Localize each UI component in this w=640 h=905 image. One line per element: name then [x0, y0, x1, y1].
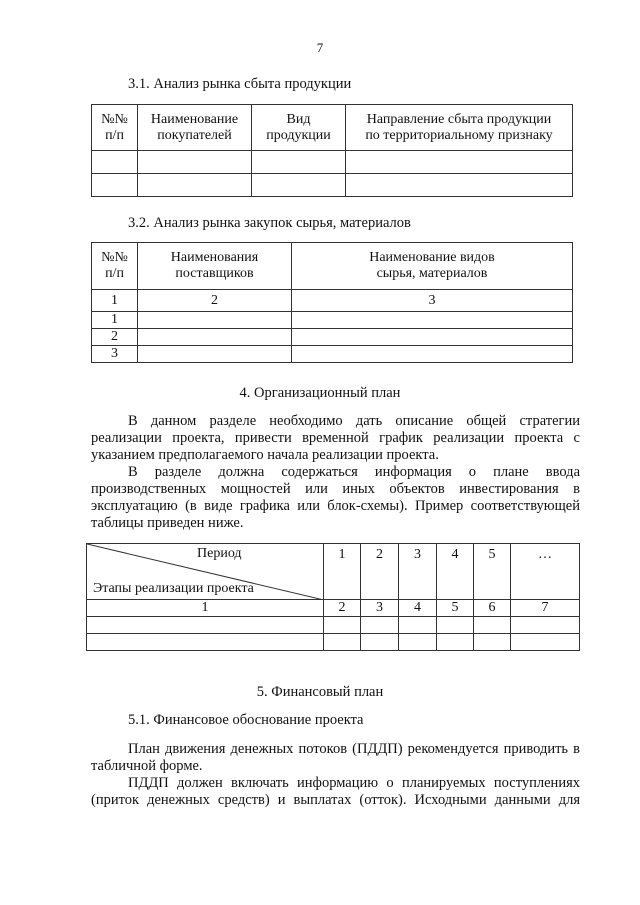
- diagonal-header-cell: [87, 544, 324, 600]
- table-row: [87, 634, 580, 651]
- numbering-row: 1 2 3 4 5 6 7: [87, 600, 580, 617]
- header-cell-number: №№ п/п: [92, 105, 138, 151]
- table-row: 3: [92, 346, 573, 363]
- period-cell: 2: [361, 544, 399, 600]
- section-4-title: 4. Организационный план: [239, 385, 401, 401]
- section-5-1-title: 5.1. Финансовое обоснование проекта: [128, 712, 364, 728]
- org-plan-text: [91, 413, 580, 532]
- table-row: [92, 151, 573, 174]
- period-cell: 1: [324, 544, 361, 600]
- header-cell-buyers: Наименование покупателей: [138, 105, 252, 151]
- paragraph: ПДДП должен включать информацию о планируемых поступлениях (приток денежных средств) и выплатах (отток). Исходными данными для: [91, 775, 580, 808]
- period-cell: 4: [437, 544, 474, 600]
- header-cell-suppliers: Наименования поставщиков: [138, 243, 292, 290]
- paragraph: План движения денежных потоков (ПДДП) рекомендуется приводить в табличной форме.: [91, 741, 580, 774]
- table-header-row: [92, 243, 573, 290]
- period-cell: …: [511, 544, 580, 600]
- numbering-row: 1 2 3: [92, 290, 573, 312]
- header-cell-sales-direction: Направление сбыта продукции по территориальному признаку: [346, 105, 573, 151]
- period-cell: 5: [474, 544, 511, 600]
- sales-market-table: [91, 104, 573, 197]
- header-cell-material-types: Наименование видов сырья, материалов: [292, 243, 573, 290]
- financial-plan-text: [91, 741, 580, 809]
- implementation-schedule-table: [86, 543, 580, 651]
- period-label: Период: [197, 546, 242, 561]
- header-cell-number: №№ п/п: [92, 243, 138, 290]
- table-header-row: [92, 105, 573, 151]
- section-5-title: 5. Финансовый план: [256, 684, 384, 700]
- purchase-market-table: [91, 242, 573, 363]
- header-cell-product-type: Вид продукции: [252, 105, 346, 151]
- table-row: 2: [92, 329, 573, 346]
- section-3-1-title: 3.1. Анализ рынка сбыта продукции: [128, 76, 352, 92]
- table-row: 1: [92, 312, 573, 329]
- paragraph: В данном разделе необходимо дать описание общей стратегии реализации проекта, привести временной график реализации проекта с указанием предполагаемого начала реализации проекта.: [91, 413, 580, 463]
- table-row: [87, 617, 580, 634]
- period-cell: 3: [399, 544, 437, 600]
- page-number: 7: [316, 40, 324, 55]
- paragraph: В разделе должна содержаться информация о плане ввода производственных мощностей или иных объектов инвестирования в эксплуатацию (в виде графика или блок-схемы). Пример соответствующей таблицы приведен ниже.: [91, 464, 580, 531]
- table-row: [92, 174, 573, 197]
- stages-label: Этапы реализации проекта: [93, 581, 254, 596]
- section-3-2-title: 3.2. Анализ рынка закупок сырья, материалов: [128, 215, 411, 231]
- table-header-row: [87, 544, 580, 600]
